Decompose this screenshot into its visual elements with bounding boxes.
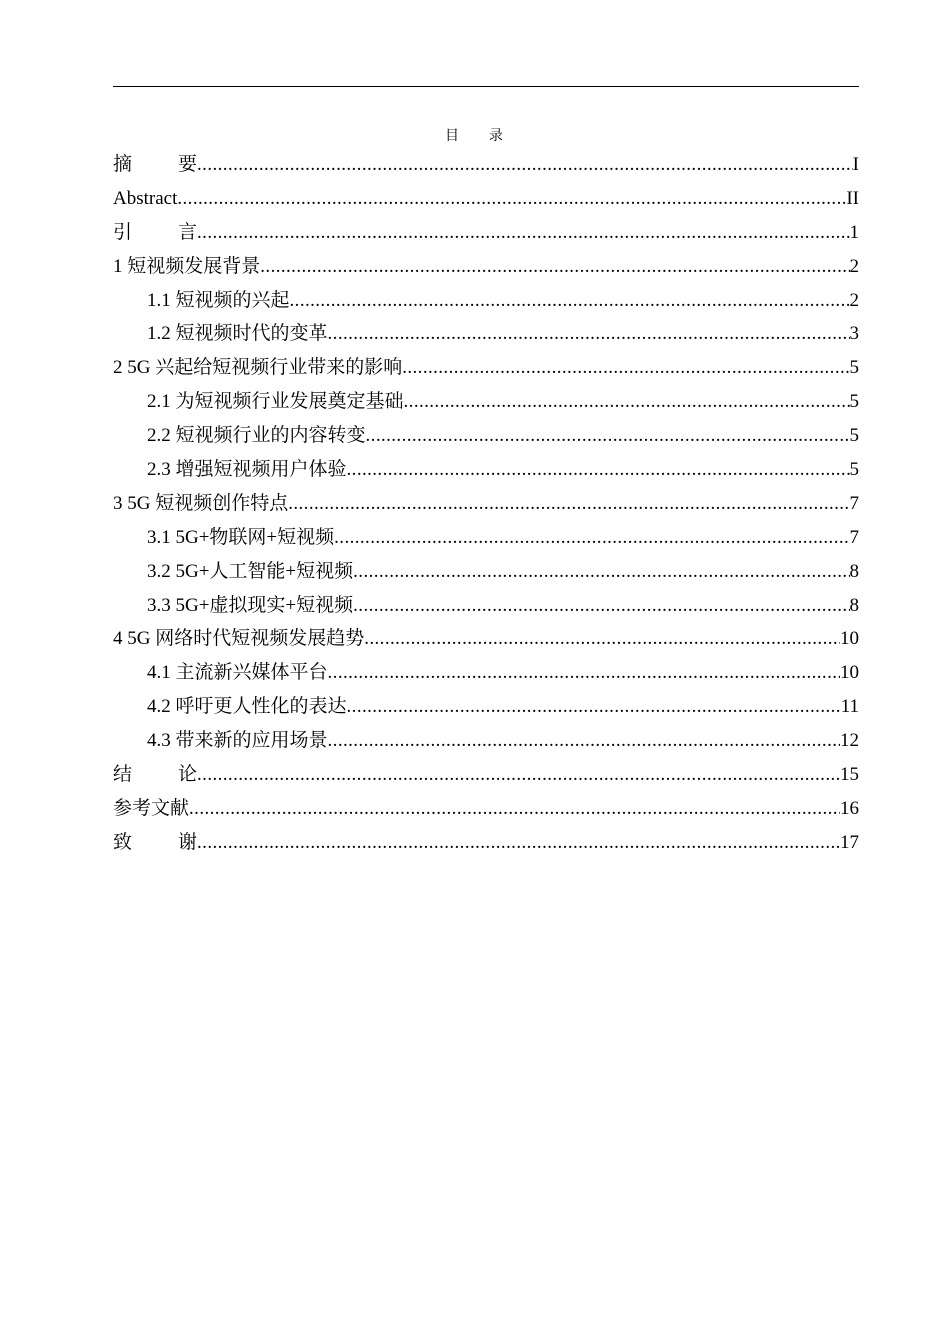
toc-entry-label: 3.1 5G+物联网+短视频 — [147, 526, 335, 548]
toc-entry-label — [113, 216, 197, 250]
toc-entry-label: 2.1 为短视频行业发展奠定基础 — [147, 391, 404, 413]
toc-entry-label-part: 致 — [113, 831, 133, 853]
toc-entry[interactable] — [113, 385, 859, 419]
dot-leader — [347, 690, 841, 724]
toc-entry-label-part: 结 — [113, 764, 133, 786]
dot-leader — [197, 216, 849, 250]
toc-entry[interactable] — [113, 317, 859, 351]
toc-entry[interactable] — [113, 555, 859, 589]
toc-entry-label — [113, 148, 197, 182]
toc-entry-label-part: 摘 — [113, 154, 133, 175]
toc-entry-label: 4.3 带来新的应用场景 — [147, 730, 328, 752]
toc-title-char-2: 录 — [489, 129, 505, 144]
header-rule — [113, 86, 859, 87]
toc-entry[interactable] — [113, 487, 859, 521]
toc-entry-page-number: 10 — [840, 662, 859, 684]
dot-leader — [288, 487, 849, 521]
toc-entry-page-number: 5 — [849, 391, 859, 413]
dot-leader — [189, 792, 840, 826]
toc-entry-page-number: 7 — [849, 492, 859, 514]
toc-entry-page-number: 7 — [849, 526, 859, 548]
dot-leader — [197, 758, 840, 792]
dot-leader — [328, 656, 840, 690]
toc-entry-page-number: 15 — [840, 764, 859, 786]
toc-entry-page-number: 10 — [840, 628, 859, 650]
dot-leader — [290, 284, 850, 318]
toc-entry-label: 2.2 短视频行业的内容转变 — [147, 425, 366, 447]
toc-entry[interactable] — [113, 690, 859, 724]
toc-entry-page-number: 3 — [849, 323, 859, 345]
toc-entry-page-number: 2 — [849, 255, 859, 277]
toc-entry-label: 4.1 主流新兴媒体平台 — [147, 662, 328, 684]
toc-entry-label: 4 5G 网络时代短视频发展趋势 — [113, 628, 365, 650]
dot-leader — [364, 622, 840, 656]
toc-entry[interactable] — [113, 250, 859, 284]
dot-leader — [328, 724, 840, 758]
toc-entry-page-number: 5 — [849, 357, 859, 379]
toc-entry-label: 2.3 增强短视频用户体验 — [147, 459, 347, 481]
toc-entry-label-part: 言 — [178, 221, 198, 243]
toc-entry-label-part: 要 — [178, 154, 198, 175]
dot-leader — [353, 555, 849, 589]
toc-entry[interactable] — [113, 182, 859, 216]
dot-leader — [197, 148, 853, 182]
toc-entry-label: 1.2 短视频时代的变革 — [147, 323, 328, 345]
toc-entry-page-number: I — [852, 154, 859, 175]
toc-entry[interactable] — [113, 521, 859, 555]
toc-entry[interactable] — [113, 351, 859, 385]
toc-entry-label: 1 短视频发展背景 — [113, 255, 261, 277]
toc-entry[interactable] — [113, 589, 859, 623]
toc-entry-page-number: 8 — [849, 560, 859, 582]
toc-entry-page-number: 12 — [840, 730, 859, 752]
toc-entry[interactable] — [113, 453, 859, 487]
toc-entry-label: Abstract — [113, 187, 178, 209]
toc-entry[interactable] — [113, 656, 859, 690]
toc-entry[interactable] — [113, 792, 859, 826]
dot-leader — [366, 419, 850, 453]
toc-entry-page-number: 11 — [840, 696, 859, 718]
dot-leader — [353, 589, 849, 623]
toc-entry[interactable] — [113, 216, 859, 250]
toc-entry-label-part: 引 — [113, 221, 133, 243]
toc-entry[interactable] — [113, 724, 859, 758]
toc-entry-page-number: 8 — [849, 594, 859, 616]
toc-title-char-1: 目 — [445, 129, 461, 144]
toc-entry-page-number: 17 — [840, 831, 859, 853]
toc-entry-page-number: 1 — [849, 221, 859, 243]
dot-leader — [402, 351, 849, 385]
toc-entry-label-part: 论 — [178, 764, 198, 786]
toc-entry-label: 4.2 呼吁更人性化的表达 — [147, 696, 347, 718]
dot-leader — [334, 521, 849, 555]
toc-entry[interactable] — [113, 826, 859, 860]
toc-entry-page-number: 5 — [849, 459, 859, 481]
toc-entry-label: 3 5G 短视频创作特点 — [113, 492, 289, 514]
toc-entry[interactable] — [113, 622, 859, 656]
toc-entry-label — [113, 826, 197, 860]
dot-leader — [347, 453, 850, 487]
toc-title — [0, 125, 950, 145]
toc-entry-page-number: 16 — [840, 797, 859, 819]
toc-entry-page-number: II — [846, 187, 859, 209]
toc-entry[interactable] — [113, 758, 859, 792]
dot-leader — [328, 317, 850, 351]
dot-leader — [404, 385, 850, 419]
toc-entry-label: 2 5G 兴起给短视频行业带来的影响 — [113, 357, 403, 379]
toc-entry-page-number: 2 — [849, 289, 859, 311]
toc-entry-page-number: 5 — [849, 425, 859, 447]
toc-entry-label: 3.3 5G+虚拟现实+短视频 — [147, 594, 354, 616]
toc-entry[interactable] — [113, 419, 859, 453]
toc-entry-label-part: 谢 — [178, 831, 198, 853]
dot-leader — [260, 250, 849, 284]
toc-entry-label — [113, 758, 197, 792]
toc-entry-label: 参考文献 — [113, 797, 190, 819]
dot-leader — [197, 826, 840, 860]
dot-leader — [177, 182, 846, 216]
toc-entry[interactable] — [113, 284, 859, 318]
toc-entry-label: 3.2 5G+人工智能+短视频 — [147, 560, 354, 582]
toc-entry[interactable] — [113, 148, 859, 182]
table-of-contents — [113, 148, 859, 860]
toc-entry-label: 1.1 短视频的兴起 — [147, 289, 290, 311]
